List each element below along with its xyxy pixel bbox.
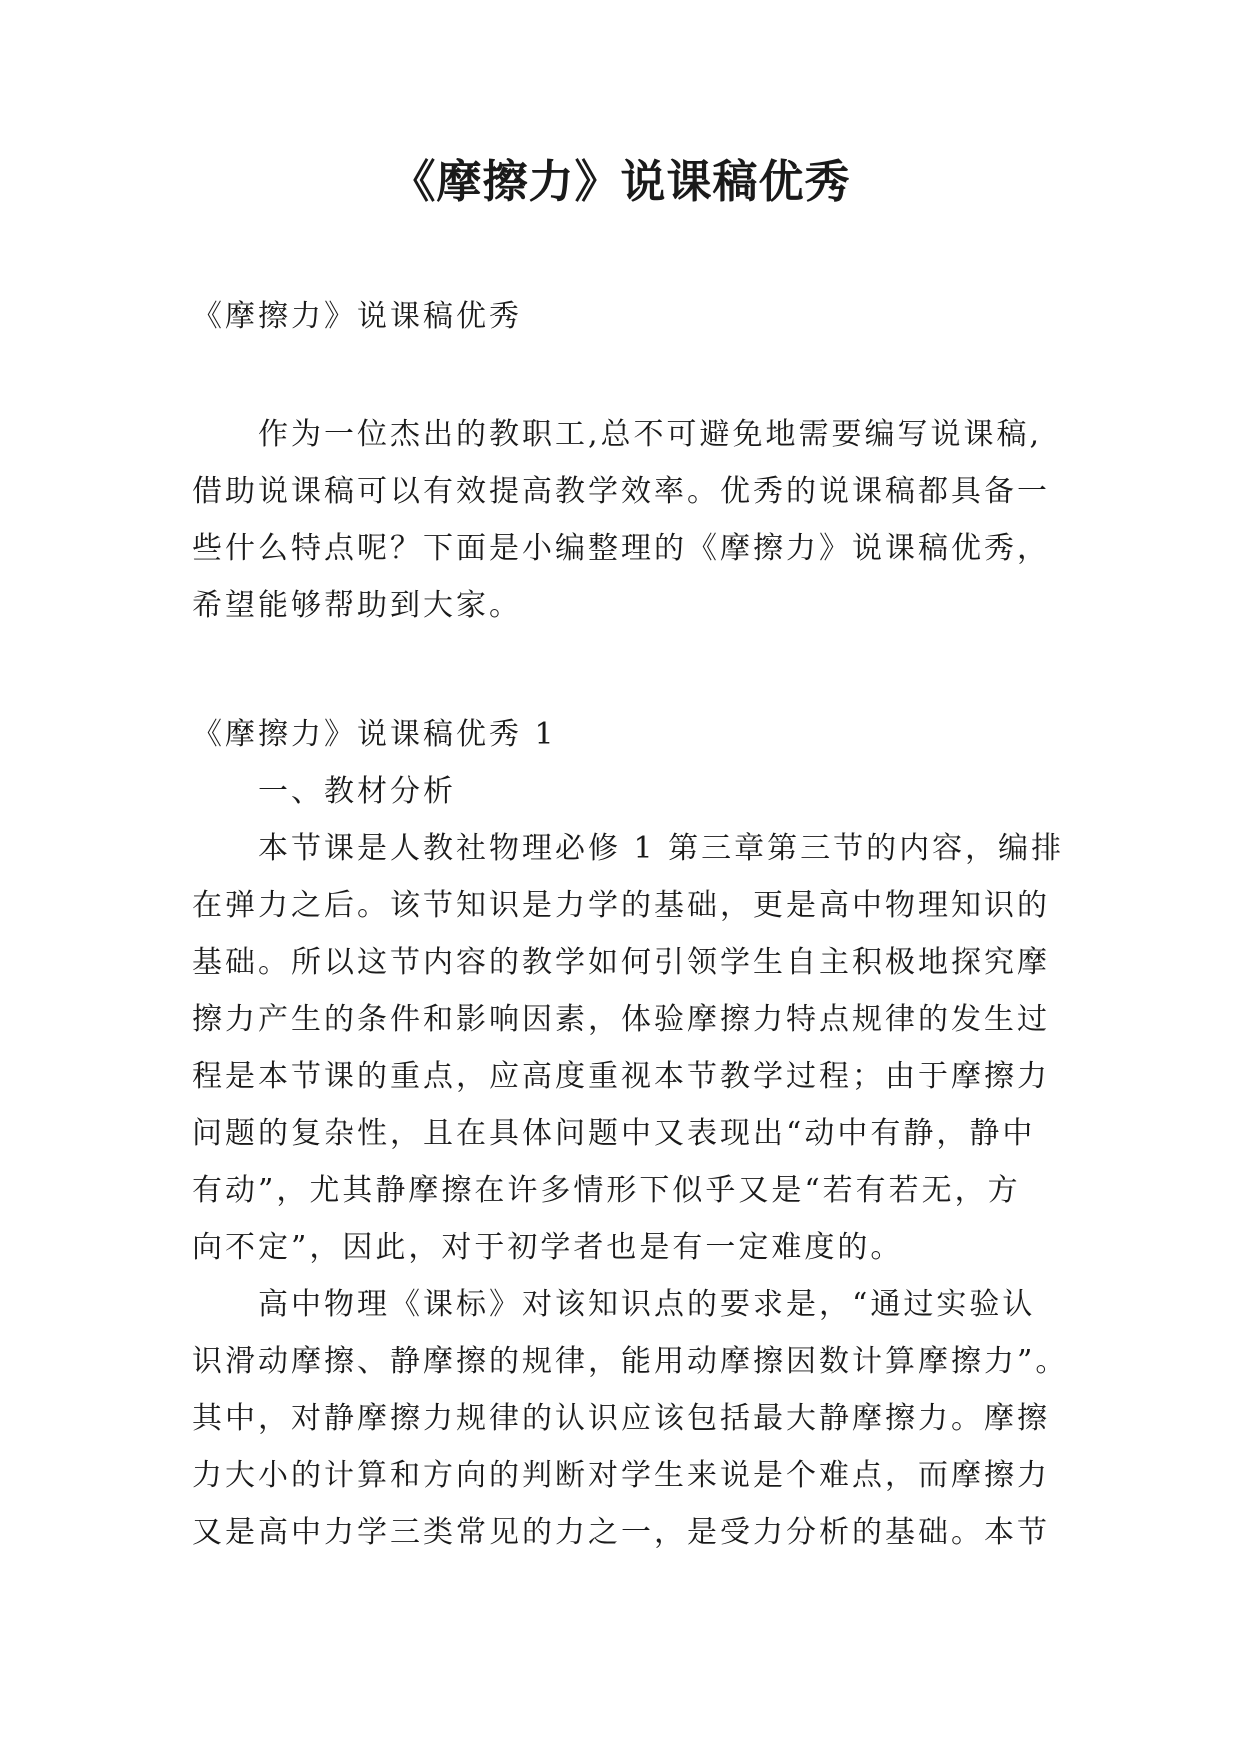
paragraph-line: 有动”，尤其静摩擦在许多情形下似乎又是“若有若无，方 — [192, 1173, 1021, 1208]
intro-paragraph — [192, 406, 1082, 634]
paragraph-line: 又是高中力学三类常见的力之一，是受力分析的基础。本节 — [192, 1515, 1050, 1550]
paragraph-line: 基础。所以这节内容的教学如何引领学生自主积极地探究摩 — [192, 945, 1050, 980]
intro-line: 希望能够帮助到大家。 — [192, 588, 522, 623]
document-body — [192, 288, 1082, 1561]
paragraph-line: 问题的复杂性，且在具体问题中又表现出“动中有静，静中 — [192, 1116, 1036, 1151]
body-paragraph-2 — [192, 1276, 1082, 1561]
intro-line: 作为一位杰出的教职工,总不可避免地需要编写说课稿, — [258, 417, 1043, 452]
paragraph-line: 其中，对静摩擦力规律的认识应该包括最大静摩擦力。摩擦 — [192, 1401, 1050, 1436]
paragraph-line: 在弹力之后。该节知识是力学的基础，更是高中物理知识的 — [192, 888, 1050, 923]
section-title: 《摩擦力》说课稿优秀 1 — [192, 717, 557, 752]
body-paragraph-1 — [192, 820, 1082, 1276]
document-subtitle: 《摩擦力》说课稿优秀 — [192, 299, 522, 334]
paragraph-line: 高中物理《课标》对该知识点的要求是，“通过实验认 — [258, 1287, 1036, 1322]
paragraph-line: 识滑动摩擦、静摩擦的规律，能用动摩擦因数计算摩擦力”。 — [192, 1344, 1069, 1379]
paragraph-line: 程是本节课的重点，应高度重视本节教学过程；由于摩擦力 — [192, 1059, 1050, 1094]
document-title: 《摩擦力》说课稿优秀 — [390, 155, 851, 208]
paragraph-line: 向不定”，因此，对于初学者也是有一定难度的。 — [192, 1230, 904, 1265]
section-subheading: 一、教材分析 — [258, 774, 456, 809]
intro-line: 些什么特点呢？下面是小编整理的《摩擦力》说课稿优秀， — [192, 531, 1050, 566]
paragraph-line: 本节课是人教社物理必修 1 第三章第三节的内容，编排 — [258, 831, 1065, 866]
paragraph-line: 力大小的计算和方向的判断对学生来说是个难点，而摩擦力 — [192, 1458, 1050, 1493]
intro-line: 借助说课稿可以有效提高教学效率。优秀的说课稿都具备一 — [192, 474, 1050, 509]
paragraph-line: 擦力产生的条件和影响因素，体验摩擦力特点规律的发生过 — [192, 1002, 1050, 1037]
